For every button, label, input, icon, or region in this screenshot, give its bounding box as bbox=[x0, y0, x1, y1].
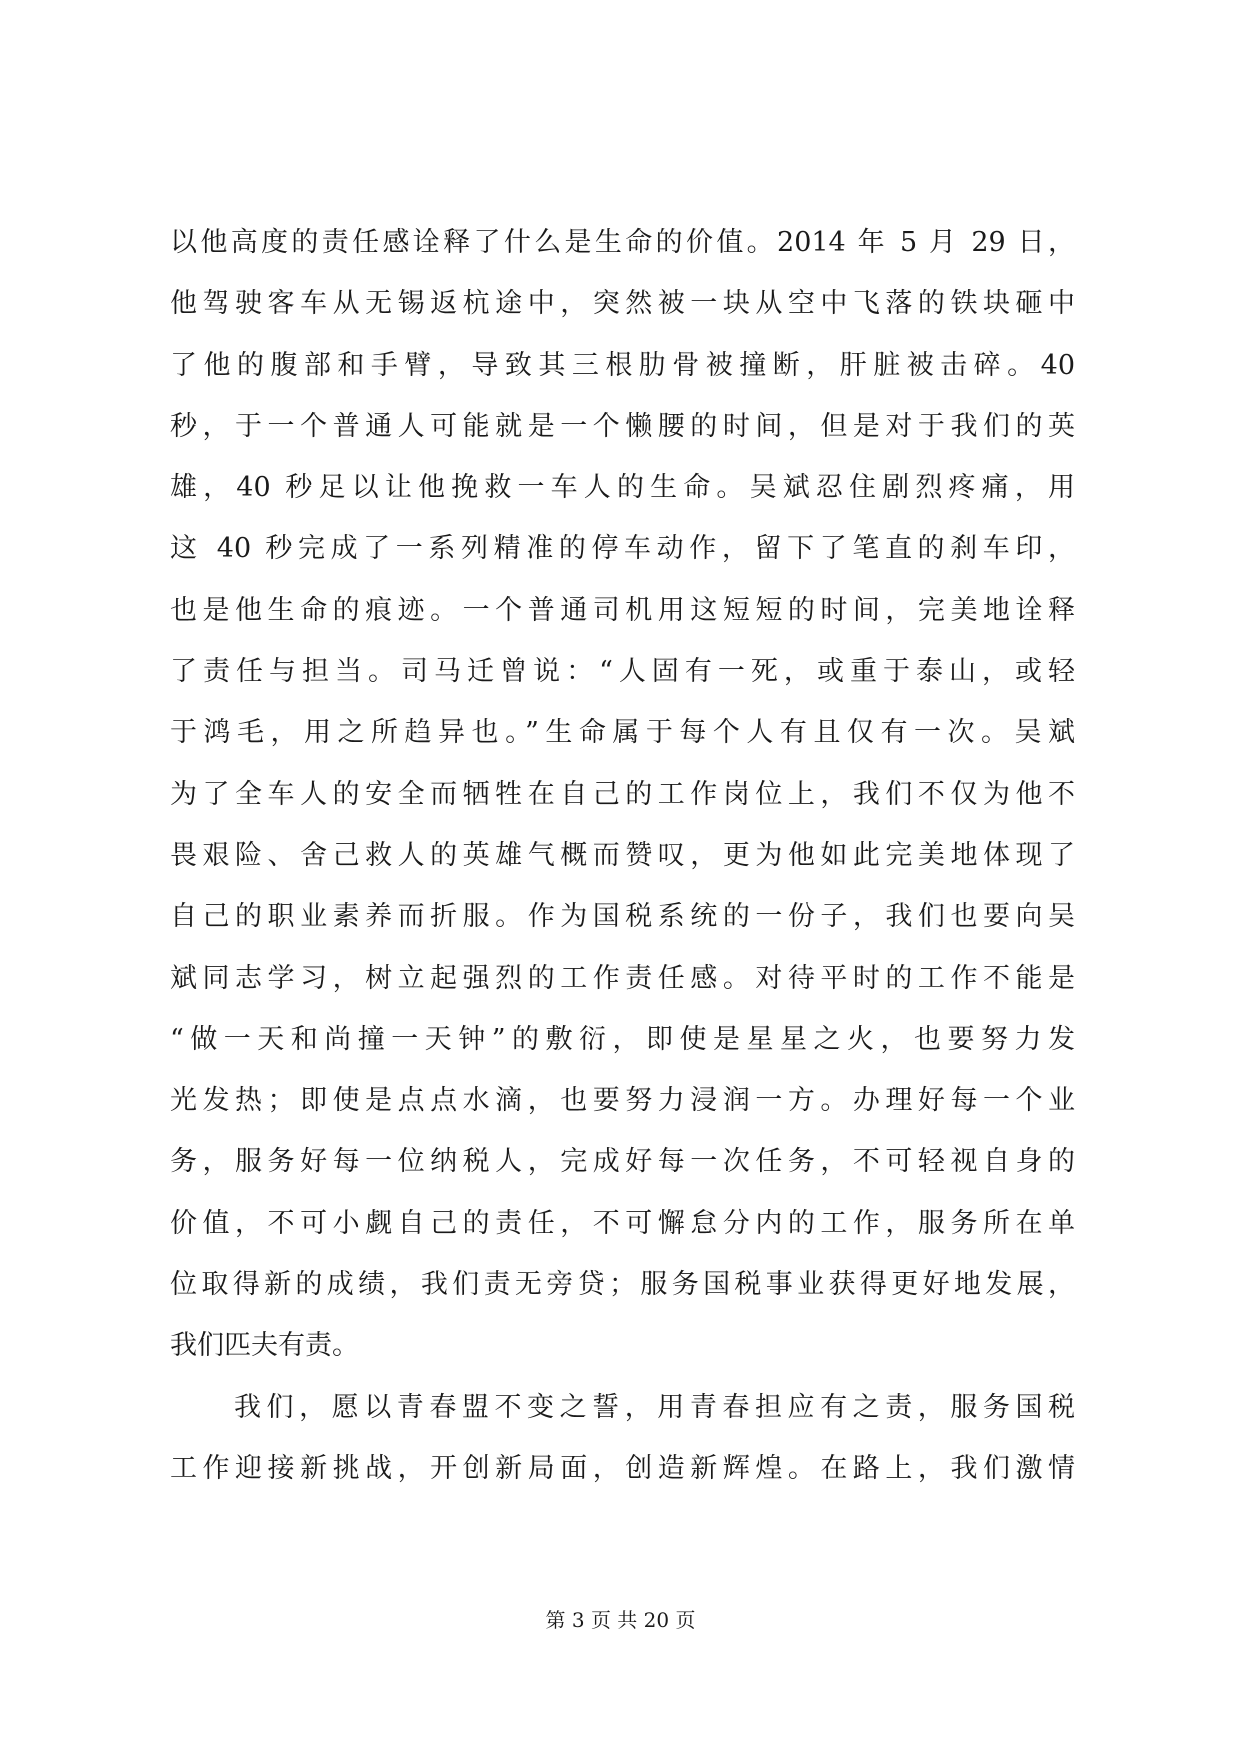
text-line: 雄，40 秒足以让他挽救一车人的生命。吴斌忍住剧烈疼痛，用 bbox=[170, 472, 1075, 504]
body-text bbox=[170, 212, 1075, 1499]
text-line: 价值，不可小觑自己的责任，不可懈怠分内的工作，服务所在单 bbox=[170, 1207, 1075, 1239]
text-line: 务，服务好每一位纳税人，完成好每一次任务，不可轻视自身的 bbox=[170, 1146, 1075, 1178]
text-line: 自己的职业素养而折服。作为国税系统的一份子，我们也要向吴 bbox=[170, 901, 1075, 933]
text-line: 我们，愿以青春盟不变之誓，用青春担应有之责，服务国税 bbox=[234, 1391, 1075, 1423]
text-line: 我们匹夫有责。 bbox=[170, 1330, 359, 1362]
text-line: “做一天和尚撞一天钟”的敷衍，即使是星星之火，也要努力发 bbox=[170, 1023, 1075, 1055]
page-footer bbox=[0, 1606, 1241, 1634]
text-line: 斌同志学习，树立起强烈的工作责任感。对待平时的工作不能是 bbox=[170, 962, 1075, 994]
text-line: 他驾驶客车从无锡返杭途中，突然被一块从空中飞落的铁块砸中 bbox=[170, 288, 1075, 320]
text-line: 了他的腹部和手臂，导致其三根肋骨被撞断，肝脏被击碎。40 bbox=[170, 349, 1075, 381]
text-line: 畏艰险、舍己救人的英雄气概而赞叹，更为他如此完美地体现了 bbox=[170, 839, 1075, 871]
text-line: 为了全车人的安全而牺牲在自己的工作岗位上，我们不仅为他不 bbox=[170, 778, 1075, 810]
text-line: 位取得新的成绩，我们责无旁贷；服务国税事业获得更好地发展， bbox=[170, 1269, 1075, 1301]
text-line: 以他高度的责任感诠释了什么是生命的价值。2014 年 5 月 29 日， bbox=[170, 227, 1075, 258]
text-line: 于鸿毛，用之所趋异也。”生命属于每个人有且仅有一次。吴斌 bbox=[170, 717, 1075, 749]
page-number: 第 3 页 共 20 页 bbox=[545, 1608, 696, 1632]
paragraph-1 bbox=[170, 212, 1075, 1377]
text-line: 秒，于一个普通人可能就是一个懒腰的时间，但是对于我们的英 bbox=[170, 410, 1075, 442]
text-line: 光发热；即使是点点水滴，也要努力浸润一方。办理好每一个业 bbox=[170, 1085, 1075, 1117]
text-line: 工作迎接新挑战，开创新局面，创造新辉煌。在路上，我们激情 bbox=[170, 1452, 1075, 1484]
text-line: 这 40 秒完成了一系列精准的停车动作，留下了笔直的刹车印， bbox=[170, 533, 1075, 565]
text-line: 了责任与担当。司马迁曾说：“人固有一死，或重于泰山，或轻 bbox=[170, 656, 1075, 688]
text-line: 也是他生命的痕迹。一个普通司机用这短短的时间，完美地诠释 bbox=[170, 594, 1075, 626]
paragraph-2 bbox=[170, 1377, 1075, 1500]
